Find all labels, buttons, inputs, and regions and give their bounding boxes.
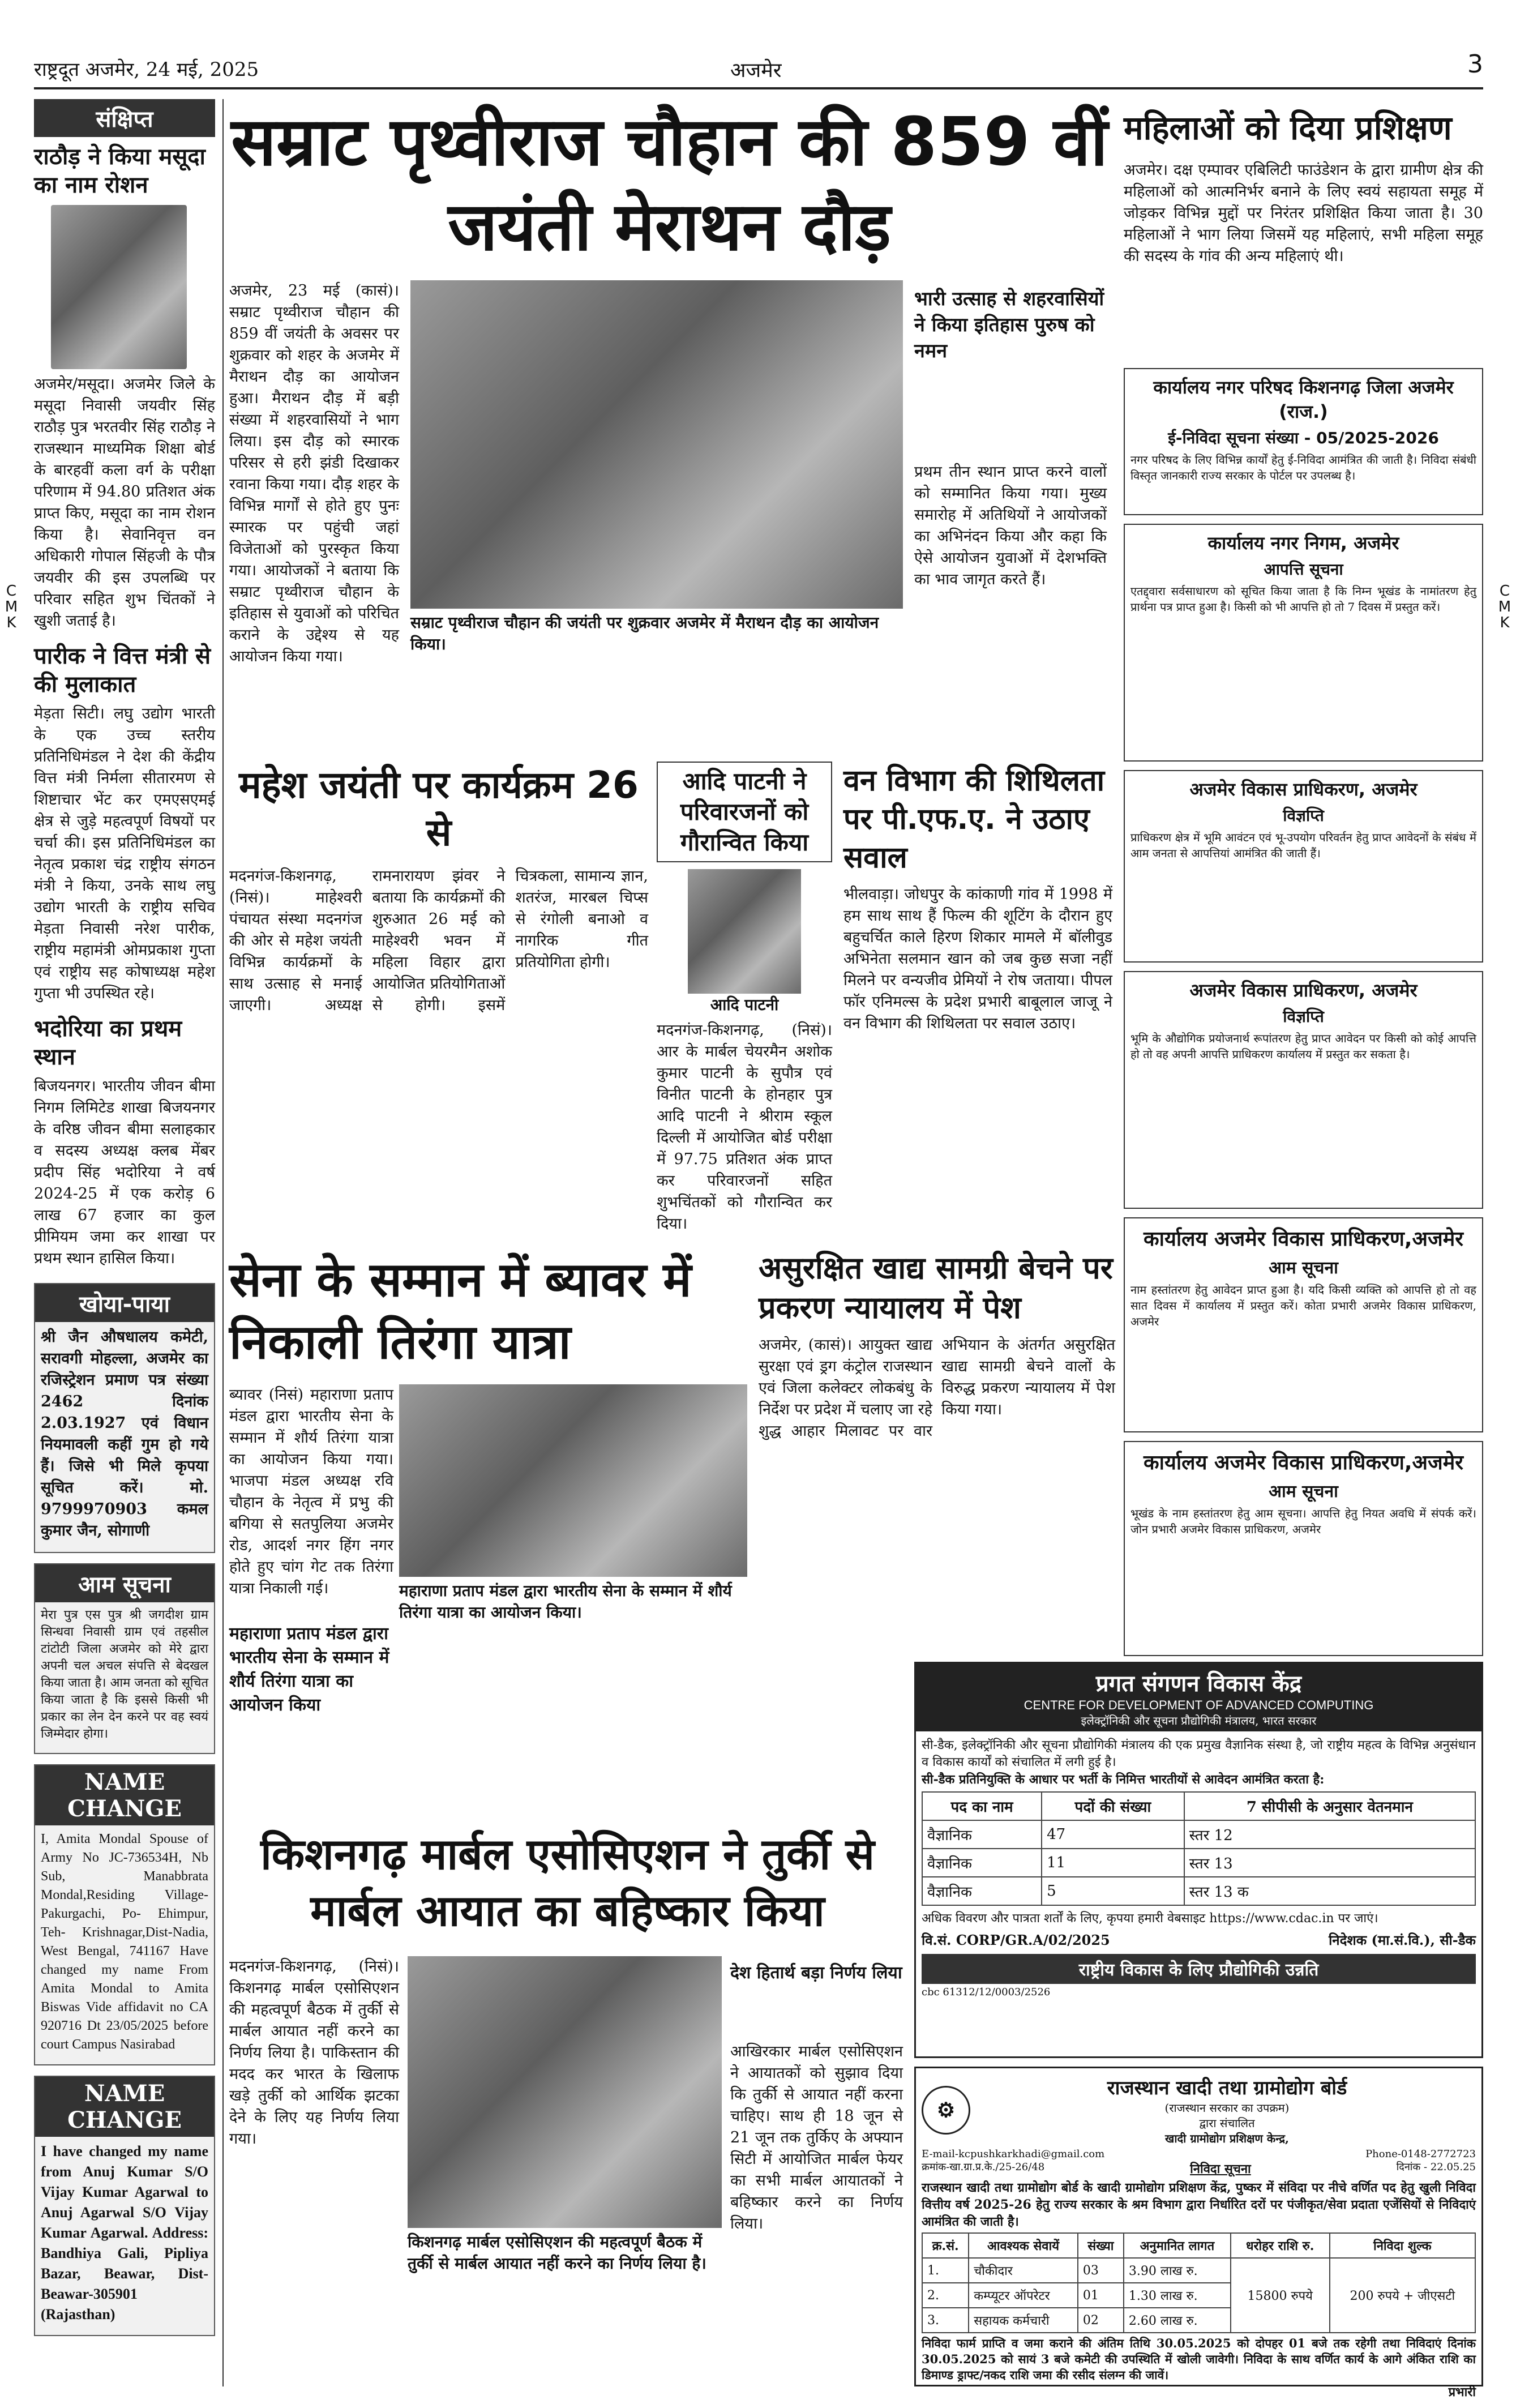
brief1-photo bbox=[51, 205, 187, 369]
brief2-text: मेड़ता सिटी। लघु उद्योग भारती के एक उच्च स्तरीय प्रतिनिधिमंडल ने देश की केंद्रीय वित्त मंत्री निर्मला सीतारमण से शिष्टाचार भेंट कर एमएसएमई क्षेत्र से जुड़े महत्वपूर्ण विषयों पर चर्चा की। इस प्रतिनिधिमंडल का नेतृत्व प्रकाश चंद्र राष्ट्रीय संगठन मंत्री ने किया, उनके साथ लघु उद्योग भारती के राष्ट्रीय सचिव मेड़ता निवासी नरेश पारीक, राष्ट्रीय महामंत्री ओमप्रकाश गुप्ता एवं राष्ट्रीय सह कोषाध्यक्ष महेश गुप्ता भी उपस्थित रहे। bbox=[34, 705, 215, 1002]
cdac-director: निदेशक (मा.सं.वि.), सी-डैक bbox=[1329, 1932, 1476, 1948]
cdac-title: प्रगत संगणन विकास केंद्र bbox=[1095, 1671, 1302, 1697]
khadi-title: राजस्थान खादी तथा ग्रामोद्योग बोर्ड bbox=[1107, 2077, 1347, 2099]
khadi-sub2: द्वारा संचालित bbox=[1199, 2116, 1255, 2130]
marble-boycott-sidenote: देश हितार्थ बड़ा निर्णय लिया bbox=[730, 1963, 902, 1983]
left-sidebar bbox=[34, 99, 215, 2386]
table-cell: वैज्ञानिक bbox=[922, 1820, 1042, 1849]
khadi-tender-advertisement bbox=[914, 2067, 1483, 2400]
cdac-table-header bbox=[922, 1792, 1475, 1820]
notice-ada-1-text: प्राधिकरण क्षेत्र में भूमि आवंटन एवं भू-उपयोग परिवर्तन हेतु प्राप्त आवेदनों के संबंध में आम जनता से आपत्तियां आमंत्रित की जाती हैं। bbox=[1130, 831, 1476, 860]
brief1-text: अजमेर/मसूदा। अजमेर जिले के मसूदा निवासी जयवीर सिंह राठौड़ पुत्र भरतवीर सिंह राठौड़ ने राजस्थान माध्यमिक शिक्षा बोर्ड के बारहवीं कला वर्ग के परीक्षा परिणाम में 94.80 प्रतिशत अंक प्राप्त किए, मसूदा का नाम रोशन किया है। सेवानिवृत्त वन अधिकारी गोपाल सिंहजी के पौत्र जयवीर की इस उपलब्धि पर परिवार सहित शुभ चिंतकों ने खुशी जताई है। bbox=[34, 375, 215, 630]
lead-text-2: प्रथम तीन स्थान प्राप्त करने वालों को सम्मानित किया गया। मुख्य समारोह में अतिथियों ने आयोजकों का अभिनंदन किया और कहा कि ऐसे आयोजन युवाओं में देशभक्ति का भाव जागृत करते हैं। bbox=[914, 463, 1107, 588]
public-notice-box bbox=[34, 1563, 215, 1754]
khadi-sub3: खादी ग्रामोद्योग प्रशिक्षण केन्द्र, bbox=[1165, 2132, 1289, 2145]
khadi-sub1: (राजस्थान सरकार का उपक्रम) bbox=[1164, 2101, 1290, 2115]
cdac-col-pay: 7 सीपीसी के अनुसार वेतनमान bbox=[1184, 1792, 1475, 1820]
notice-ada-3-sub: आम सूचना bbox=[1269, 1258, 1338, 1278]
khadi-tender-title: निविदा सूचना bbox=[1190, 2162, 1251, 2176]
table-cell: 02 bbox=[1078, 2308, 1124, 2333]
page-number: 3 bbox=[1467, 50, 1483, 79]
table-header-cell: धरोहर राशि रु. bbox=[1231, 2233, 1330, 2258]
cdac-ministry: इलेक्ट्रॉनिकी और सूचना प्रौद्योगिकी मंत्रालय, भारत सरकार bbox=[1081, 1714, 1317, 1727]
tiranga-yatra-headline: सेना के सम्मान में ब्यावर में निकाली तिरंगा यात्रा bbox=[229, 1252, 692, 1370]
notice-nagar-nigam-title: कार्यालय नगर निगम, अजमेर bbox=[1207, 532, 1399, 554]
notice-nagar-nigam bbox=[1124, 524, 1483, 762]
notice-nagar-parishad-text: नगर परिषद के लिए विभिन्न कार्यों हेतु ई-निविदा आमंत्रित की जाती है। निविदा संबंधी विस्तृत जानकारी राज्य सरकार के पोर्टल पर उपलब्ध है। bbox=[1130, 453, 1476, 482]
cdac-intro: सी-डैक प्रतिनियुक्ति के आधार पर भर्ती के निमित्त भारतीयों से आवेदन आमंत्रित करता है: bbox=[922, 1772, 1325, 1787]
forest-department-story bbox=[843, 762, 1112, 1243]
table-cell: 1. bbox=[922, 2258, 969, 2283]
table-header-cell: अनुमानित लागत bbox=[1124, 2233, 1231, 2258]
women-training-headline: महिलाओं को दिया प्रशिक्षण bbox=[1124, 109, 1452, 147]
notice-ada-1-title: अजमेर विकास प्राधिकरण, अजमेर bbox=[1189, 779, 1417, 800]
notice-ada-3-text: नाम हस्तांतरण हेतु आवेदन प्राप्त हुआ है। यदि किसी व्यक्ति को आपत्ति हो तो वह सात दिवस में कार्यालय में प्रस्तुत करें। कोता प्रभारी अजमेर विकास प्राधिकरण, अजमेर bbox=[1130, 1283, 1476, 1328]
aadi-patni-story bbox=[657, 762, 832, 1243]
notice-ada-1-sub: विज्ञप्ति bbox=[1283, 806, 1324, 825]
notice-ada-2-text: भूमि के औद्योगिक प्रयोजनार्थ रूपांतरण हेतु प्राप्त आवेदन पर किसी को कोई आपत्ति हो तो वह अपनी आपत्ति प्राधिकरण कार्यालय में प्रस्तुत कर सकता है। bbox=[1130, 1032, 1476, 1061]
lead-text: अजमेर, 23 मई (कासं)। सम्राट पृथ्वीराज चौहान की 859 वीं जयंती के अवसर पर शुक्रवार को शहर के अजमेर में मैराथन दौड़ का आयोजन हुआ। मैराथन दौड़ में बड़ी संख्या में शहरवासियों ने भाग लिया। इस दौड़ को स्मारक परिसर से हरी झंडी दिखाकर रवाना किया गया। दौड़ शहर के विभिन्न मार्गों से होते हुए पुनः स्मारक पर पहुंची जहां विजेताओं को पुरस्कृत किया गया। आयोजकों ने बताया कि सम्राट पृथ्वीराज चौहान के इतिहास से युवाओं को परिचित कराने के उद्देश्य से यह आयोजन किया गया। bbox=[229, 282, 399, 665]
lead-photo bbox=[410, 280, 903, 609]
table-cell: वैज्ञानिक bbox=[922, 1849, 1042, 1877]
public-notice-heading: आम सूचना bbox=[35, 1564, 214, 1602]
table-cell: 03 bbox=[1078, 2258, 1124, 2283]
table-cell: 47 bbox=[1042, 1820, 1184, 1849]
notice-ada-2 bbox=[1124, 971, 1483, 1209]
notice-nagar-parishad-title: कार्यालय नगर परिषद किशनगढ़ जिला अजमेर (राज.) bbox=[1153, 377, 1454, 422]
cdac-col-count: पदों की संख्या bbox=[1042, 1792, 1184, 1820]
tiranga-yatra-caption: महाराणा प्रताप मंडल द्वारा भारतीय सेना के सम्मान में शौर्य तिरंगा यात्रा का आयोजन किया। bbox=[399, 1581, 732, 1622]
marble-boycott-story bbox=[229, 1826, 906, 2386]
cdac-table bbox=[922, 1791, 1476, 1906]
cmk-mark-left: C M K bbox=[5, 583, 18, 631]
table-row bbox=[922, 1877, 1475, 1905]
khadi-fee: 200 रुपये + जीएसटी bbox=[1330, 2258, 1475, 2333]
marble-boycott-text: मदनगंज-किशनगढ़, (निसं)। किशनगढ़ मार्बल एसोसिएशन की महत्वपूर्ण बैठक में तुर्की से मार्बल आयात नहीं करने का निर्णय लिया है। पाकिस्तान की मदद कर भारत के खिलाफ खड़े तुर्की को आर्थिक झटका देने के लिए यह निर्णय लिया गया। bbox=[229, 1958, 399, 2148]
name-change-box-2 bbox=[34, 2076, 215, 2336]
forest-department-text: भीलवाड़ा। जोधपुर के कांकाणी गांव में 1998 में हम साथ साथ हैं फिल्म की शूटिंग के दौरान हुए बहुचर्चित काले हिरण शिकार मामले में बॉलीवुड अभिनेता सलमान खान को जब कुछ सजा नहीं मिलने पर वन्यजीव प्रेमियों ने रोष जताया। पीपल फॉर एनिमल्स के प्रदेश प्रभारी बाबूलाल जाजू ने वन विभाग की शिथिलता पर सवाल उठाए। bbox=[843, 886, 1112, 1032]
table-cell: 2. bbox=[922, 2283, 969, 2308]
mahesh-jayanti-headline: महेश जयंती पर कार्यक्रम 26 से bbox=[239, 763, 639, 854]
cdac-slogan: राष्ट्रीय विकास के लिए प्रौद्योगिकी उन्नति bbox=[922, 1954, 1476, 1984]
table-cell: 5 bbox=[1042, 1877, 1184, 1905]
forest-department-headline: वन विभाग की शिथिलता पर पी.एफ.ए. ने उठाए सवाल bbox=[843, 764, 1105, 875]
cdac-subtitle: CENTRE FOR DEVELOPMENT OF ADVANCED COMPUTING bbox=[1023, 1698, 1374, 1712]
marble-boycott-headline: किशनगढ़ मार्बल एसोसिएशन ने तुर्की से मार्बल आयात का बहिष्कार किया bbox=[260, 1829, 875, 1936]
notice-ada-1 bbox=[1124, 770, 1483, 963]
name-change-heading-1: NAME CHANGE bbox=[35, 1765, 214, 1825]
food-safety-headline: असुरक्षित खाद्य सामग्री बेचने पर प्रकरण न्यायालय में पेश bbox=[759, 1250, 1113, 1325]
table-cell: 2.60 लाख रु. bbox=[1124, 2308, 1231, 2333]
marble-boycott-photo bbox=[408, 1956, 722, 2228]
table-cell: चौकीदार bbox=[969, 2258, 1078, 2283]
notice-nagar-nigam-sub: आपत्ति सूचना bbox=[1264, 560, 1343, 579]
notice-nagar-nigam-text: एतद्द्वारा सर्वसाधारण को सूचित किया जाता है कि निम्न भूखंड के नामांतरण हेतु प्रार्थना पत्र प्राप्त हुआ है। किसी को भी आपत्ति हो तो 7 दिवस में प्रस्तुत करें। bbox=[1130, 584, 1476, 614]
table-header-cell: क्र.सं. bbox=[922, 2233, 969, 2258]
tiranga-yatra-story bbox=[229, 1248, 750, 1815]
table-cell: 11 bbox=[1042, 1849, 1184, 1877]
notice-ada-4-title: कार्यालय अजमेर विकास प्राधिकरण,अजमेर bbox=[1144, 1451, 1463, 1474]
table-header-cell: निविदा शुल्क bbox=[1330, 2233, 1475, 2258]
marble-boycott-text-2: आखिरकार मार्बल एसोसिएशन ने आयातकों को सुझाव दिया कि तुर्की से आयात नहीं करना चाहिए। साथ ही 18 जून से 21 जून तक तुर्किए के अफ्यान सिटी में आयोजित मार्बल फेयर का सभी मार्बल आयातकों ने बहिष्कार करने का निर्णय लिया। bbox=[730, 2043, 903, 2232]
brief-heading: संक्षिप्त bbox=[34, 99, 215, 137]
food-safety-story bbox=[759, 1248, 1115, 1645]
table-header-cell: संख्या bbox=[1078, 2233, 1124, 2258]
food-safety-text: अजमेर, (कासं)। आयुक्त खाद्य सुरक्षा एवं ड्रग कंट्रोल राजस्थान एवं जिला कलेक्टर लोकबंधु के निर्देश पर प्रदेश में चलाए जा रहे शुद्ध आहार मिलावट पर वार अभियान के अंतर्गत असुरक्षित खाद्य सामग्री बेचने वालों के विरुद्ध प्रकरण न्यायालय में पेश किया गया। bbox=[759, 1336, 1115, 1440]
khadi-table bbox=[922, 2232, 1476, 2333]
brief3-title: भदोरिया का प्रथम स्थान bbox=[34, 1016, 182, 1070]
name-change-text-1: I, Amita Mondal Spouse of Army No JC-736534H, Nb Sub, Manabbrata Mondal,Residing Village-Pakurgachi, Po- Ehimpur, Teh- Krishnagar,Dist-Nadia, West Bengal, 741167 Have changed my name From Amita Mondal to Amita Biswas Vide affidavit no CA 920716 Dt 23/05/2025 before court Campus Nasirabad bbox=[41, 1832, 208, 2052]
khadi-text: राजस्थान खादी तथा ग्रामोद्योग बोर्ड के खादी ग्रामोद्योग प्रशिक्षण केंद्र, पुष्कर में संविदा पर नीचे वर्णित पद हेतु खुली निविदा वित्तीय वर्ष 2025-26 हेतु राज्य सरकार के श्रम विभाग द्वारा निर्धारित दरों पर पंजीकृत/सेवा प्रदाता एजेंसियों से निविदाएं आमंत्रित की जाती है। bbox=[922, 2180, 1476, 2229]
khadi-email: E-mail-kcpushkarkhadi@gmail.com bbox=[922, 2148, 1105, 2160]
cdac-code: cbc 61312/12/0003/2526 bbox=[922, 1986, 1051, 1998]
table-cell: स्तर 13 bbox=[1184, 1849, 1475, 1877]
table-cell: वैज्ञानिक bbox=[922, 1877, 1042, 1905]
name-change-text-2: I have changed my name from Anuj Kumar S/O Vijay Kumar Agarwal to Anuj Agarwal S/O Vijay Kumar Agarwal. Address: Bandhiya Gali, Pipliya Bazar, Beawar, Dist- Beawar-305901 (Rajasthan) bbox=[41, 2143, 208, 2323]
cdac-col-post: पद का नाम bbox=[922, 1792, 1042, 1820]
khadi-footer: निविदा फार्म प्राप्ति व जमा कराने की अंतिम तिथि 30.05.2025 को दोपहर 01 बजे तक रहेगी तथा निविदाएं दिनांक 30.05.2025 को सायं 3 बजे कमेटी की उपस्थिति में खोली जावेगी। निविदा के साथ वर्णित कार्य के आगे अंकित राशि का डिमाण्ड ड्राफ्ट/नकद राशि जमा की रसीद संलग्न की जावें। bbox=[922, 2336, 1476, 2382]
notice-ada-4-sub: आम सूचना bbox=[1269, 1482, 1338, 1502]
mahesh-jayanti-text: मदनगंज-किशनगढ़, (निसं)। माहेश्वरी पंचायत संस्था मदनगंज की ओर से महेश जयंती विभिन्न कार्यक्रमों के साथ उत्साह से मनाई जाएगी। अध्यक्ष रामनारायण झंवर ने बताया कि कार्यक्रमों की शुरुआत 26 मई को माहेश्वरी भवन में महिला विहार द्वारा आयोजित प्रतियोगिताओं से होगी। इसमें चित्रकला, सामान्य ज्ञान, शतरंज, मारबल चिप्स से रंगोली बनाओ व नागरिक गीत प्रतियोगिता होगी। bbox=[229, 867, 648, 1014]
women-training-text: अजमेर। दक्ष एम्पावर एबिलिटी फाउंडेशन के द्वारा ग्रामीण क्षेत्र की महिलाओं को आत्मनिर्भर बनाने के लिए स्वयं सहायता समूह में जोड़कर विभिन्न मुद्दों पर निरंतर प्रशिक्षित किया जाता है। 30 महिलाओं ने भाग लिया जिसमें यह महिलाएं, सभी महिला समूह की सदस्य के गांव की अन्य महिलाएं थी। bbox=[1124, 161, 1483, 265]
cdac-ref: वि.सं. CORP/GR.A/02/2025 bbox=[922, 1932, 1110, 1948]
table-row bbox=[922, 2258, 1475, 2283]
mahesh-jayanti-story bbox=[229, 762, 648, 1243]
notice-ada-2-sub: विज्ञप्ति bbox=[1283, 1007, 1324, 1026]
lead-headline: सम्राट पृथ्वीराज चौहान की 859 वीं जयंती मेराथन दौड़ bbox=[231, 102, 1108, 266]
brief3-text: बिजयनगर। भारतीय जीवन बीमा निगम लिमिटेड शाखा बिजयनगर के वरिष्ठ जीवन बीमा सलाहकार व सदस्य अध्यक्ष क्लब मेंबर प्रदीप सिंह भदोरिया ने वर्ष 2024-25 में एक करोड़ 6 लाख 67 हजार का कुल प्रीमियम जमा कर शाखा पर प्रथम स्थान हासिल किया। bbox=[34, 1077, 215, 1267]
khadi-table-header bbox=[922, 2233, 1475, 2258]
cdac-text: सी-डैक, इलेक्ट्रॉनिकी और सूचना प्रौद्योगिकी मंत्रालय की एक प्रमुख वैज्ञानिक संस्था है, जो राष्ट्रीय महत्व के विभिन्न अनुसंधान व विकास कार्यों को संचालित में लगी हुई है। bbox=[922, 1738, 1476, 1769]
aadi-patni-text: मदनगंज-किशनगढ़, (निसं)। आर के मार्बल चेयरमैन अशोक कुमार पाटनी के सुपौत्र एवं विनीत पाटनी के होनहार पुत्र आदि पाटनी ने श्रीराम स्कूल दिल्ली में आयोजित बोर्ड परीक्षा में 97.75 प्रतिशत अंक प्राप्त कर परिवारजनों सहित शुभचिंतकों को गौरान्वित कर दिया। bbox=[657, 1021, 832, 1233]
notice-nagar-parishad bbox=[1124, 368, 1483, 515]
public-notice-text: मेरा पुत्र एस पुत्र श्री जगदीश ग्राम सिन्धवा निवासी ग्राम एवं तहसील टांटोटी जिला अजमेर को मेरे द्वारा अपनी चल अचल संपत्ति से बेदखल किया जाता है। आम जनता को सूचित किया जाता है कि इससे किसी भी प्रकार का लेन देन करने पर वह स्वयं जिम्मेदार होगा। bbox=[41, 1608, 208, 1741]
khadi-date: दिनांक - 22.05.25 bbox=[1396, 2161, 1476, 2173]
cdac-advertisement bbox=[914, 1662, 1483, 2058]
notice-ada-4 bbox=[1124, 1441, 1483, 1656]
brief2-title: पारीक ने वित्त मंत्री से की मुलाकात bbox=[34, 643, 211, 698]
marble-boycott-caption: किशनगढ़ मार्बल एसोसिएशन की महत्वपूर्ण बैठक में तुर्की से मार्बल आयात नहीं करने का निर्णय लिया है। bbox=[408, 2232, 706, 2273]
cdac-header bbox=[916, 1663, 1481, 1731]
table-cell: स्तर 12 bbox=[1184, 1820, 1475, 1849]
lead-caption: सम्राट पृथ्वीराज चौहान की जयंती पर शुक्रवार अजमेर में मैराथन दौड़ का आयोजन किया। bbox=[410, 613, 879, 653]
women-training-story bbox=[1124, 108, 1483, 357]
khadi-sign: प्रभारी bbox=[1448, 2385, 1476, 2400]
table-cell: कम्प्यूटर ऑपरेटर bbox=[969, 2283, 1078, 2308]
tiranga-yatra-photo bbox=[399, 1384, 747, 1577]
lead-sidenote: भारी उत्साह से शहरवासियों ने किया इतिहास पुरुष को नमन bbox=[914, 288, 1104, 362]
table-cell: 1.30 लाख रु. bbox=[1124, 2283, 1231, 2308]
tiranga-yatra-text: ब्यावर (निसं) महाराणा प्रताप मंडल द्वारा भारतीय सेना के सम्मान में शौर्य तिरंगा यात्रा का आयोजन किया गया। भाजपा मंडल अध्यक्ष रवि चौहान के नेतृत्व में प्रभु की बगिया से सतपुलिया अजमेर रोड, आदर्श नगर हिंग नगर होते हुए चांग गेट तक तिरंगा यात्रा निकाली गई। bbox=[229, 1386, 393, 1597]
khadi-ref: क्रमांक-खा.ग्रा.प्र.के./25-26/48 bbox=[922, 2161, 1045, 2173]
brief1-title: राठौड़ ने किया मसूदा का नाम रोशन bbox=[34, 144, 205, 198]
khadi-deposit: 15800 रुपये bbox=[1231, 2258, 1330, 2333]
cmk-mark-right: C M K bbox=[1498, 583, 1511, 631]
section-name: अजमेर bbox=[730, 59, 782, 82]
lead-story bbox=[229, 99, 1110, 756]
name-change-box-1 bbox=[34, 1764, 215, 2065]
notice-ada-2-title: अजमेर विकास प्राधिकरण, अजमेर bbox=[1189, 980, 1417, 1001]
table-cell: 01 bbox=[1078, 2283, 1124, 2308]
table-header-cell: आवश्यक सेवायें bbox=[969, 2233, 1078, 2258]
table-cell: स्तर 13 क bbox=[1184, 1877, 1475, 1905]
table-row bbox=[922, 1820, 1475, 1849]
notice-nagar-parishad-sub: ई-निविदा सूचना संख्या - 05/2025-2026 bbox=[1168, 429, 1439, 447]
tiranga-yatra-sidenote: महाराणा प्रताप मंडल द्वारा भारतीय सेना के सम्मान में शौर्य तिरंगा यात्रा का आयोजन किया bbox=[229, 1624, 389, 1715]
table-cell: 3.90 लाख रु. bbox=[1124, 2258, 1231, 2283]
notice-ada-3 bbox=[1124, 1217, 1483, 1432]
khadi-logo-icon: ⚙ bbox=[922, 2086, 970, 2135]
table-row bbox=[922, 1849, 1475, 1877]
aadi-patni-photo bbox=[688, 869, 801, 994]
table-cell: सहायक कर्मचारी bbox=[969, 2308, 1078, 2333]
dateline: राष्ट्रदूत अजमेर, 24 मई, 2025 bbox=[34, 58, 259, 81]
column-rule bbox=[222, 99, 224, 2386]
name-change-heading-2: NAME CHANGE bbox=[35, 2077, 214, 2137]
aadi-patni-headline: आदि पाटनी ने परिवारजनों को गौरान्वित किया bbox=[657, 762, 832, 862]
page-header bbox=[34, 50, 1483, 89]
lost-found-text: श्री जैन औषधालय कमेटी, सरावगी मोहल्ला, अजमेर का रजिस्ट्रेशन प्रमाण पत्र संख्या 2462 दिनांक 2.03.1927 एवं विधान नियमावली कहीं गुम हो गये हैं। जिसे भी मिले कृपया सूचित करें। मो. 9799970903 कमल कुमार जैन, सोगाणी bbox=[41, 1328, 208, 1539]
cdac-footer: अधिक विवरण और पात्रता शर्तों के लिए, कृपया हमारी वेबसाइट https://www.cdac.in पर जाएं। bbox=[922, 1911, 1378, 1926]
table-cell: 3. bbox=[922, 2308, 969, 2333]
lost-found-box bbox=[34, 1283, 215, 1553]
khadi-phone: Phone-0148-2772723 bbox=[1365, 2148, 1476, 2160]
notice-ada-3-title: कार्यालय अजमेर विकास प्राधिकरण,अजमेर bbox=[1144, 1227, 1463, 1251]
notice-ada-4-text: भूखंड के नाम हस्तांतरण हेतु आम सूचना। आपत्ति हेतु नियत अवधि में संपर्क करें। जोन प्रभारी अजमेर विकास प्राधिकरण, अजमेर bbox=[1130, 1507, 1476, 1536]
lost-found-heading: खोया-पाया bbox=[35, 1284, 214, 1322]
aadi-patni-caption: आदि पाटनी bbox=[710, 995, 779, 1014]
